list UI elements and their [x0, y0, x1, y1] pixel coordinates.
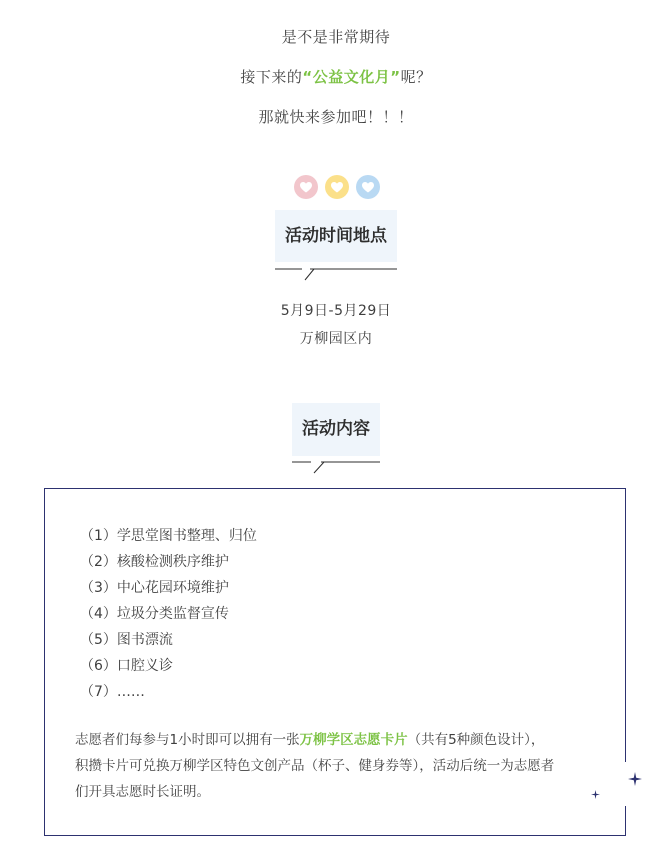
- intro-highlight: “公益文化月”: [302, 68, 401, 86]
- content-section-pointer: [291, 455, 381, 475]
- content-section-title: 活动内容: [292, 403, 380, 456]
- heart-icon: [325, 175, 349, 199]
- list-item: （1）学思堂图书整理、归位: [80, 528, 257, 544]
- intro-line-2-suffix: 呢？: [400, 68, 432, 86]
- list-item: （3）中心花园环境维护: [80, 580, 229, 596]
- event-date: 5月9日-5月29日: [280, 303, 392, 319]
- volunteer-card-highlight: 万柳学区志愿卡片: [299, 732, 408, 748]
- list-item: （6）口腔义诊: [80, 658, 173, 674]
- intro-line-2: [0, 66, 672, 87]
- time-section-pointer: [274, 262, 398, 282]
- intro-line-1: 是不是非常期待: [281, 28, 391, 46]
- list-item: （5）图书漂流: [80, 632, 173, 648]
- volunteer-description: [75, 727, 555, 805]
- time-section-title: 活动时间地点: [275, 210, 397, 262]
- sparkle-icon: [591, 790, 600, 799]
- heart-icon: [294, 175, 318, 199]
- sparkle-icon: [628, 772, 642, 786]
- list-item: （2）核酸检测秩序维护: [80, 554, 229, 570]
- list-item: （7）……: [80, 684, 145, 700]
- heart-icon: [356, 175, 380, 199]
- intro-line-3: 那就快来参加吧！！！: [258, 108, 414, 126]
- desc-prefix: 志愿者们每参与1小时即可以拥有一张: [75, 732, 300, 748]
- event-location: 万柳园区内: [299, 331, 373, 347]
- activity-content-box: [44, 488, 626, 836]
- intro-line-2-prefix: 接下来的: [240, 68, 303, 86]
- desc-suffix: （共有5种颜色设计），积攒卡片可兑换万柳学区特色文创产品（杯子、健身券等），活动后统一为志愿者们开具志愿时长证明。: [75, 732, 555, 800]
- list-item: （4）垃圾分类监督宣传: [80, 606, 229, 622]
- hearts-decoration: [294, 175, 380, 199]
